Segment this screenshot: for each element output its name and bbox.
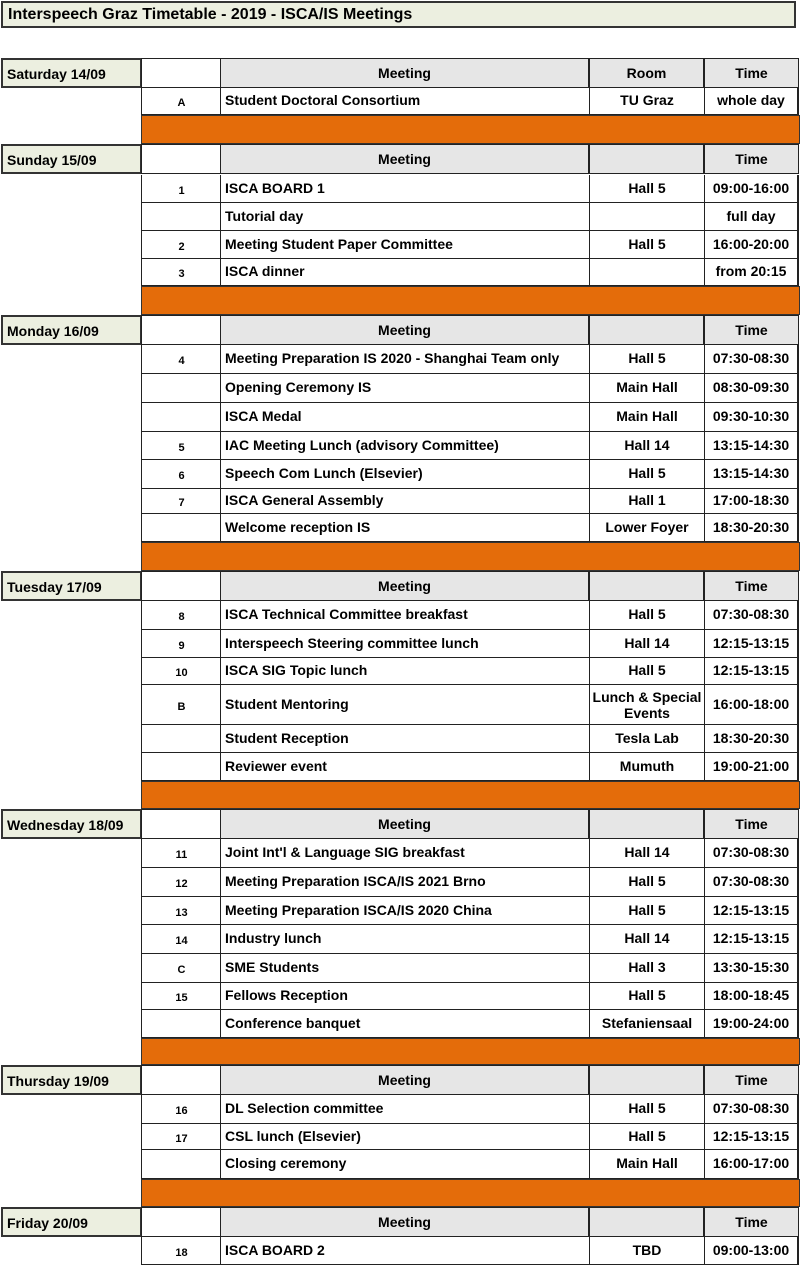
- meeting-time: 16:00-17:00: [704, 1150, 799, 1179]
- header-room: [589, 144, 704, 174]
- row-index: 13: [141, 897, 221, 925]
- meeting-room: [589, 203, 704, 231]
- meeting-time: 09:00-16:00: [704, 175, 799, 203]
- meeting-room: Tesla Lab: [589, 725, 704, 753]
- meeting-name: Meeting Preparation IS 2020 - Shanghai Team only: [220, 345, 589, 374]
- header-meeting: Meeting: [220, 1207, 589, 1237]
- row-index: A: [141, 87, 221, 115]
- meeting-name: Joint Int'l & Language SIG breakfast: [220, 839, 589, 868]
- meeting-room: Hall 5: [589, 601, 704, 630]
- meeting-name: Meeting Student Paper Committee: [220, 231, 589, 259]
- meeting-name: Student Reception: [220, 725, 589, 753]
- meeting-time: 07:30-08:30: [704, 345, 799, 374]
- meeting-room: Hall 5: [589, 1124, 704, 1150]
- meeting-time: 16:00-18:00: [704, 685, 799, 725]
- row-index: 3: [141, 259, 221, 286]
- meeting-room: Main Hall: [589, 403, 704, 432]
- meeting-name: DL Selection committee: [220, 1095, 589, 1124]
- row-index: 15: [141, 983, 221, 1010]
- row-index: 8: [141, 601, 221, 630]
- day-label: Thursday 19/09: [1, 1065, 142, 1095]
- meeting-room: Hall 5: [589, 345, 704, 374]
- meeting-time: 12:15-13:15: [704, 1124, 799, 1150]
- meeting-room: TU Graz: [589, 87, 704, 115]
- header-room: [589, 315, 704, 345]
- header-meeting: Meeting: [220, 58, 589, 88]
- meeting-time: full day: [704, 203, 799, 231]
- header-index-cell: [141, 1207, 221, 1237]
- meeting-name: ISCA BOARD 2: [220, 1237, 589, 1265]
- meeting-name: Closing ceremony: [220, 1150, 589, 1179]
- meeting-time: from 20:15: [704, 259, 799, 286]
- meeting-time: 12:15-13:15: [704, 925, 799, 954]
- meeting-name: Industry lunch: [220, 925, 589, 954]
- meeting-room: Hall 5: [589, 1095, 704, 1124]
- meeting-time: 07:30-08:30: [704, 868, 799, 897]
- day-label: Monday 16/09: [1, 315, 142, 345]
- header-time: Time: [704, 1207, 799, 1237]
- row-index: [141, 1150, 221, 1179]
- meeting-time: 07:30-08:30: [704, 1095, 799, 1124]
- day-separator-bar: [141, 1179, 800, 1207]
- row-index: 18: [141, 1237, 221, 1265]
- meeting-name: Fellows Reception: [220, 983, 589, 1010]
- meeting-name: ISCA General Assembly: [220, 489, 589, 514]
- meeting-room: Hall 5: [589, 231, 704, 259]
- header-index-cell: [141, 1065, 221, 1095]
- meeting-time: 13:15-14:30: [704, 460, 799, 489]
- meeting-room: Hall 5: [589, 460, 704, 489]
- row-index: [141, 403, 221, 432]
- row-index: 16: [141, 1095, 221, 1124]
- row-index: [141, 725, 221, 753]
- row-index: [141, 203, 221, 231]
- meeting-time: 12:15-13:15: [704, 897, 799, 925]
- header-time: Time: [704, 144, 799, 174]
- row-index: [141, 514, 221, 542]
- meeting-time: 13:30-15:30: [704, 954, 799, 983]
- meeting-time: 18:30-20:30: [704, 725, 799, 753]
- meeting-room: Hall 5: [589, 983, 704, 1010]
- row-index: 10: [141, 658, 221, 685]
- meeting-name: ISCA SIG Topic lunch: [220, 658, 589, 685]
- meeting-time: 12:15-13:15: [704, 658, 799, 685]
- meeting-time: 17:00-18:30: [704, 489, 799, 514]
- meeting-room: Hall 5: [589, 868, 704, 897]
- header-time: Time: [704, 571, 799, 601]
- row-index: [141, 1010, 221, 1038]
- header-room: Room: [589, 58, 704, 88]
- meeting-room: Hall 14: [589, 630, 704, 658]
- header-meeting: Meeting: [220, 144, 589, 174]
- meeting-name: Conference banquet: [220, 1010, 589, 1038]
- row-index: 11: [141, 839, 221, 868]
- meeting-room: Main Hall: [589, 1150, 704, 1179]
- day-separator-bar: [141, 781, 800, 809]
- day-label: Friday 20/09: [1, 1207, 142, 1237]
- day-separator-bar: [141, 542, 800, 571]
- meeting-room: Main Hall: [589, 374, 704, 403]
- header-room: [589, 809, 704, 839]
- meeting-time: 12:15-13:15: [704, 630, 799, 658]
- meeting-name: Meeting Preparation ISCA/IS 2021 Brno: [220, 868, 589, 897]
- header-time: Time: [704, 809, 799, 839]
- page-title: Interspeech Graz Timetable - 2019 - ISCA/IS Meetings: [1, 1, 796, 28]
- row-index: 14: [141, 925, 221, 954]
- day-label: Wednesday 18/09: [1, 809, 142, 839]
- meeting-name: Speech Com Lunch (Elsevier): [220, 460, 589, 489]
- meeting-name: ISCA Medal: [220, 403, 589, 432]
- meeting-name: ISCA BOARD 1: [220, 175, 589, 203]
- meeting-time: 09:30-10:30: [704, 403, 799, 432]
- meeting-room: Hall 14: [589, 925, 704, 954]
- meeting-name: Student Mentoring: [220, 685, 589, 725]
- meeting-time: 08:30-09:30: [704, 374, 799, 403]
- row-index: 6: [141, 460, 221, 489]
- row-index: 4: [141, 345, 221, 374]
- header-room: [589, 1207, 704, 1237]
- day-label: Saturday 14/09: [1, 58, 142, 88]
- meeting-room: Lunch & Special Events: [589, 685, 704, 725]
- day-separator-bar: [141, 115, 800, 144]
- meeting-room: Hall 5: [589, 897, 704, 925]
- meeting-room: Lower Foyer: [589, 514, 704, 542]
- meeting-time: 18:30-20:30: [704, 514, 799, 542]
- meeting-time: 07:30-08:30: [704, 839, 799, 868]
- meeting-time: 18:00-18:45: [704, 983, 799, 1010]
- meeting-room: Hall 5: [589, 175, 704, 203]
- row-index: 9: [141, 630, 221, 658]
- meeting-room: Hall 1: [589, 489, 704, 514]
- header-room: [589, 1065, 704, 1095]
- header-meeting: Meeting: [220, 809, 589, 839]
- header-meeting: Meeting: [220, 315, 589, 345]
- header-room: [589, 571, 704, 601]
- meeting-name: Reviewer event: [220, 753, 589, 781]
- row-index: B: [141, 685, 221, 725]
- meeting-name: ISCA dinner: [220, 259, 589, 286]
- meeting-name: CSL lunch (Elsevier): [220, 1124, 589, 1150]
- row-index: C: [141, 954, 221, 983]
- day-separator-bar: [141, 286, 800, 315]
- meeting-name: Tutorial day: [220, 203, 589, 231]
- meeting-room: Mumuth: [589, 753, 704, 781]
- meeting-room: Hall 5: [589, 658, 704, 685]
- meeting-name: Meeting Preparation ISCA/IS 2020 China: [220, 897, 589, 925]
- header-index-cell: [141, 58, 221, 88]
- header-index-cell: [141, 144, 221, 174]
- header-index-cell: [141, 809, 221, 839]
- header-index-cell: [141, 571, 221, 601]
- day-label: Sunday 15/09: [1, 144, 142, 174]
- meeting-name: Welcome reception IS: [220, 514, 589, 542]
- row-index: 5: [141, 432, 221, 460]
- header-meeting: Meeting: [220, 1065, 589, 1095]
- meeting-room: TBD: [589, 1237, 704, 1265]
- meeting-room: Hall 3: [589, 954, 704, 983]
- meeting-name: Opening Ceremony IS: [220, 374, 589, 403]
- meeting-room: Hall 14: [589, 432, 704, 460]
- meeting-time: 09:00-13:00: [704, 1237, 799, 1265]
- row-index: [141, 374, 221, 403]
- meeting-name: ISCA Technical Committee breakfast: [220, 601, 589, 630]
- meeting-room: [589, 259, 704, 286]
- meeting-time: 16:00-20:00: [704, 231, 799, 259]
- row-index: 1: [141, 175, 221, 203]
- meeting-name: IAC Meeting Lunch (advisory Committee): [220, 432, 589, 460]
- day-label: Tuesday 17/09: [1, 571, 142, 601]
- row-index: 7: [141, 489, 221, 514]
- meeting-time: 19:00-21:00: [704, 753, 799, 781]
- header-index-cell: [141, 315, 221, 345]
- meeting-name: Interspeech Steering committee lunch: [220, 630, 589, 658]
- day-separator-bar: [141, 1038, 800, 1065]
- header-time: Time: [704, 58, 799, 88]
- meeting-name: Student Doctoral Consortium: [220, 87, 589, 115]
- meeting-time: whole day: [704, 87, 799, 115]
- meeting-room: Stefaniensaal: [589, 1010, 704, 1038]
- header-time: Time: [704, 315, 799, 345]
- meeting-room: Hall 14: [589, 839, 704, 868]
- header-time: Time: [704, 1065, 799, 1095]
- row-index: 17: [141, 1124, 221, 1150]
- row-index: 2: [141, 231, 221, 259]
- meeting-time: 19:00-24:00: [704, 1010, 799, 1038]
- row-index: [141, 753, 221, 781]
- row-index: 12: [141, 868, 221, 897]
- meeting-time: 13:15-14:30: [704, 432, 799, 460]
- meeting-time: 07:30-08:30: [704, 601, 799, 630]
- header-meeting: Meeting: [220, 571, 589, 601]
- meeting-name: SME Students: [220, 954, 589, 983]
